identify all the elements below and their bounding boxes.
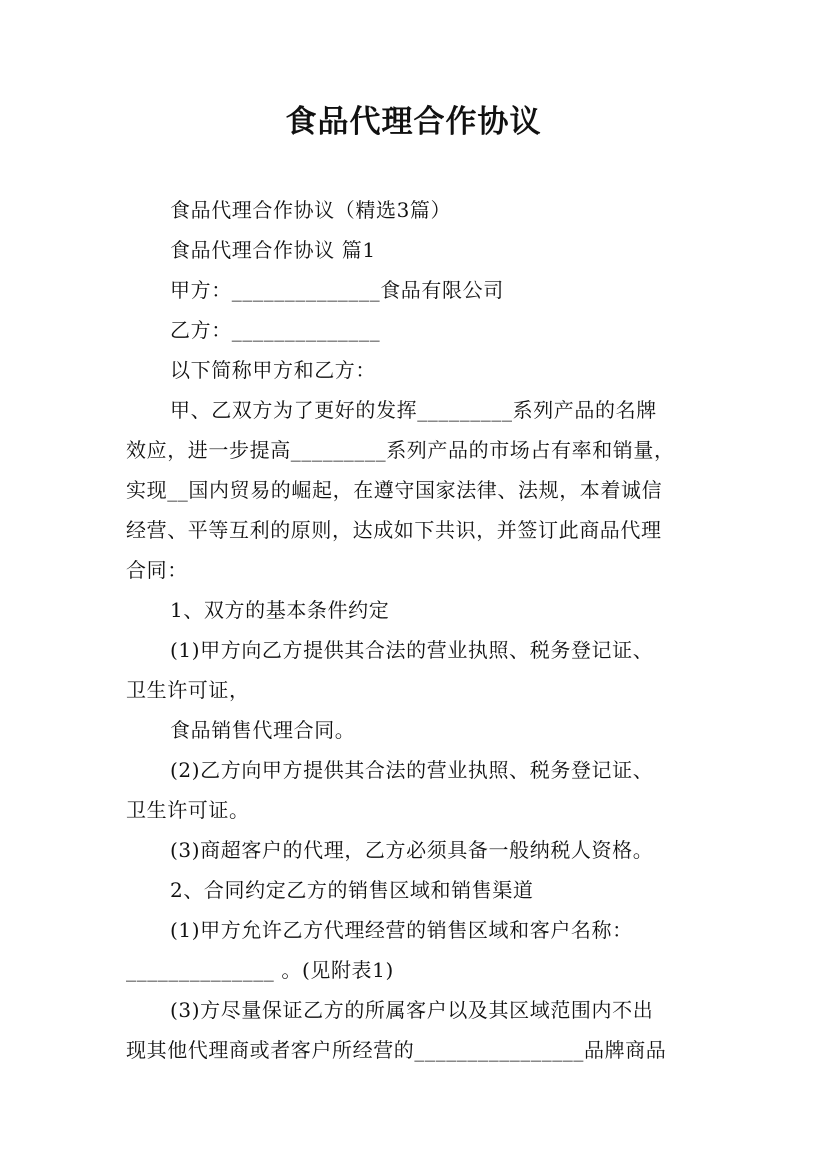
document-body <box>126 190 704 1070</box>
intro-paragraph-line: 实现__国内贸易的崛起，在遵守国家法律、法规，本着诚信 <box>126 478 663 502</box>
section-title-line: 食品代理合作协议 篇1 <box>170 238 376 262</box>
intro-paragraph-line: 合同： <box>126 558 188 582</box>
party-a-line: 甲方：______________食品有限公司 <box>170 278 504 302</box>
clause-1-1-line: 卫生许可证， <box>126 678 250 702</box>
party-b-line: 乙方：______________ <box>170 318 381 342</box>
intro-paragraph-line: 甲、乙双方为了更好的发挥_________系列产品的名牌 <box>170 398 657 422</box>
clause-1-2-line: 卫生许可证。 <box>126 798 250 822</box>
clause-1-1-line: (1)甲方向乙方提供其合法的营业执照、税务登记证、 <box>170 638 654 662</box>
clause-2-1-line: ______________ 。(见附表1) <box>126 958 394 982</box>
clause-1-2-line: (2)乙方向甲方提供其合法的营业执照、税务登记证、 <box>170 758 654 782</box>
document-title: 食品代理合作协议 <box>285 104 542 140</box>
clause-2-3-line: (3)方尽量保证乙方的所属客户以及其区域范围内不出 <box>170 998 654 1022</box>
clause-1-note: 食品销售代理合同。 <box>170 718 356 742</box>
section-1-heading: 1、双方的基本条件约定 <box>170 598 390 622</box>
intro-paragraph-line: 经营、平等互利的原则，达成如下共识，并签订此商品代理 <box>126 518 662 542</box>
clause-2-1-line: (1)甲方允许乙方代理经营的销售区域和客户名称： <box>170 918 633 942</box>
abbreviation-line: 以下简称甲方和乙方： <box>170 358 376 382</box>
clause-2-3-line: 现其他代理商或者客户所经营的________________品牌商品 <box>126 1038 667 1062</box>
section-2-heading: 2、合同约定乙方的销售区域和销售渠道 <box>170 878 534 902</box>
intro-paragraph-line: 效应，进一步提高_________系列产品的市场占有率和销量， <box>126 438 675 462</box>
subtitle-line: 食品代理合作协议（精选3篇） <box>170 198 452 222</box>
clause-1-3-line: (3)商超客户的代理，乙方必须具备一般纳税人资格。 <box>170 838 654 862</box>
